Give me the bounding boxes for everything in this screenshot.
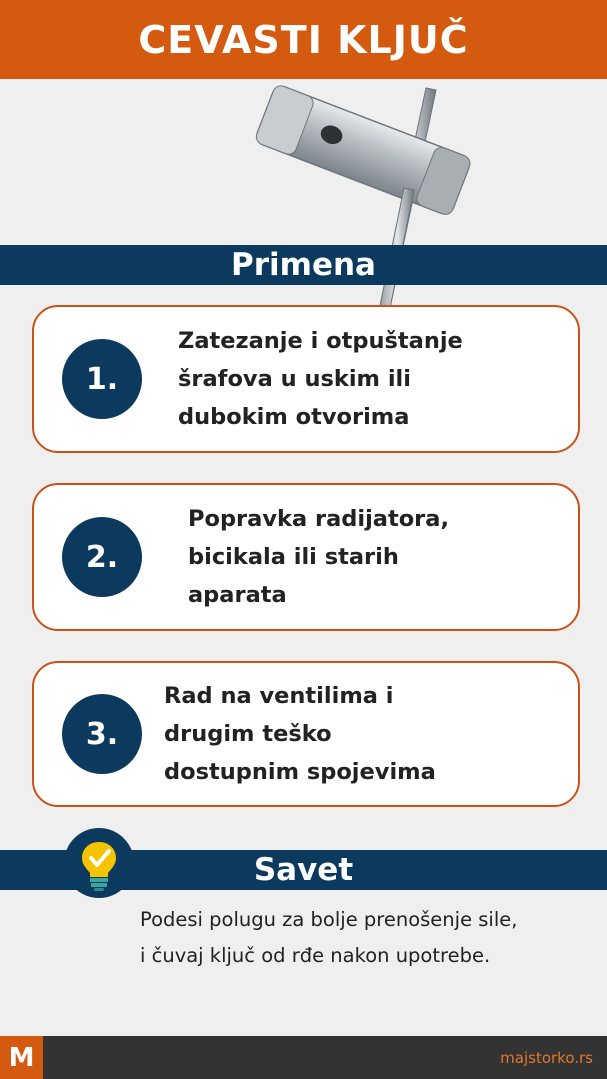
- item-text: Zatezanje i otpuštanje šrafova u uskim ili dubokim otvorima: [178, 328, 463, 430]
- item-text: Popravka radijatora, bicikala ili starih aparata: [188, 506, 450, 608]
- header-bar: [0, 0, 607, 79]
- item-number: 2.: [62, 517, 142, 597]
- primena-heading: Primena: [231, 247, 376, 283]
- primena-heading-band: [0, 245, 607, 285]
- list-item: [32, 305, 580, 453]
- list-item: [32, 483, 580, 631]
- page-title: CEVASTI KLJUČ: [138, 17, 469, 62]
- tip-text: Podesi polugu za bolje prenošenje sile, i čuvaj ključ od rđe nakon upotrebe.: [140, 908, 518, 967]
- item-text: Rad na ventilima i drugim teško dostupnim spojevima: [164, 683, 436, 785]
- brand-logo: M: [0, 1036, 43, 1079]
- site-url[interactable]: majstorko.rs: [500, 1048, 593, 1067]
- lightbulb-check-icon: [64, 828, 134, 898]
- savet-heading: Savet: [253, 852, 354, 888]
- list-item: [32, 661, 580, 807]
- footer-bar: [0, 1036, 607, 1079]
- item-number: 1.: [62, 339, 142, 419]
- item-number: 3.: [62, 694, 142, 774]
